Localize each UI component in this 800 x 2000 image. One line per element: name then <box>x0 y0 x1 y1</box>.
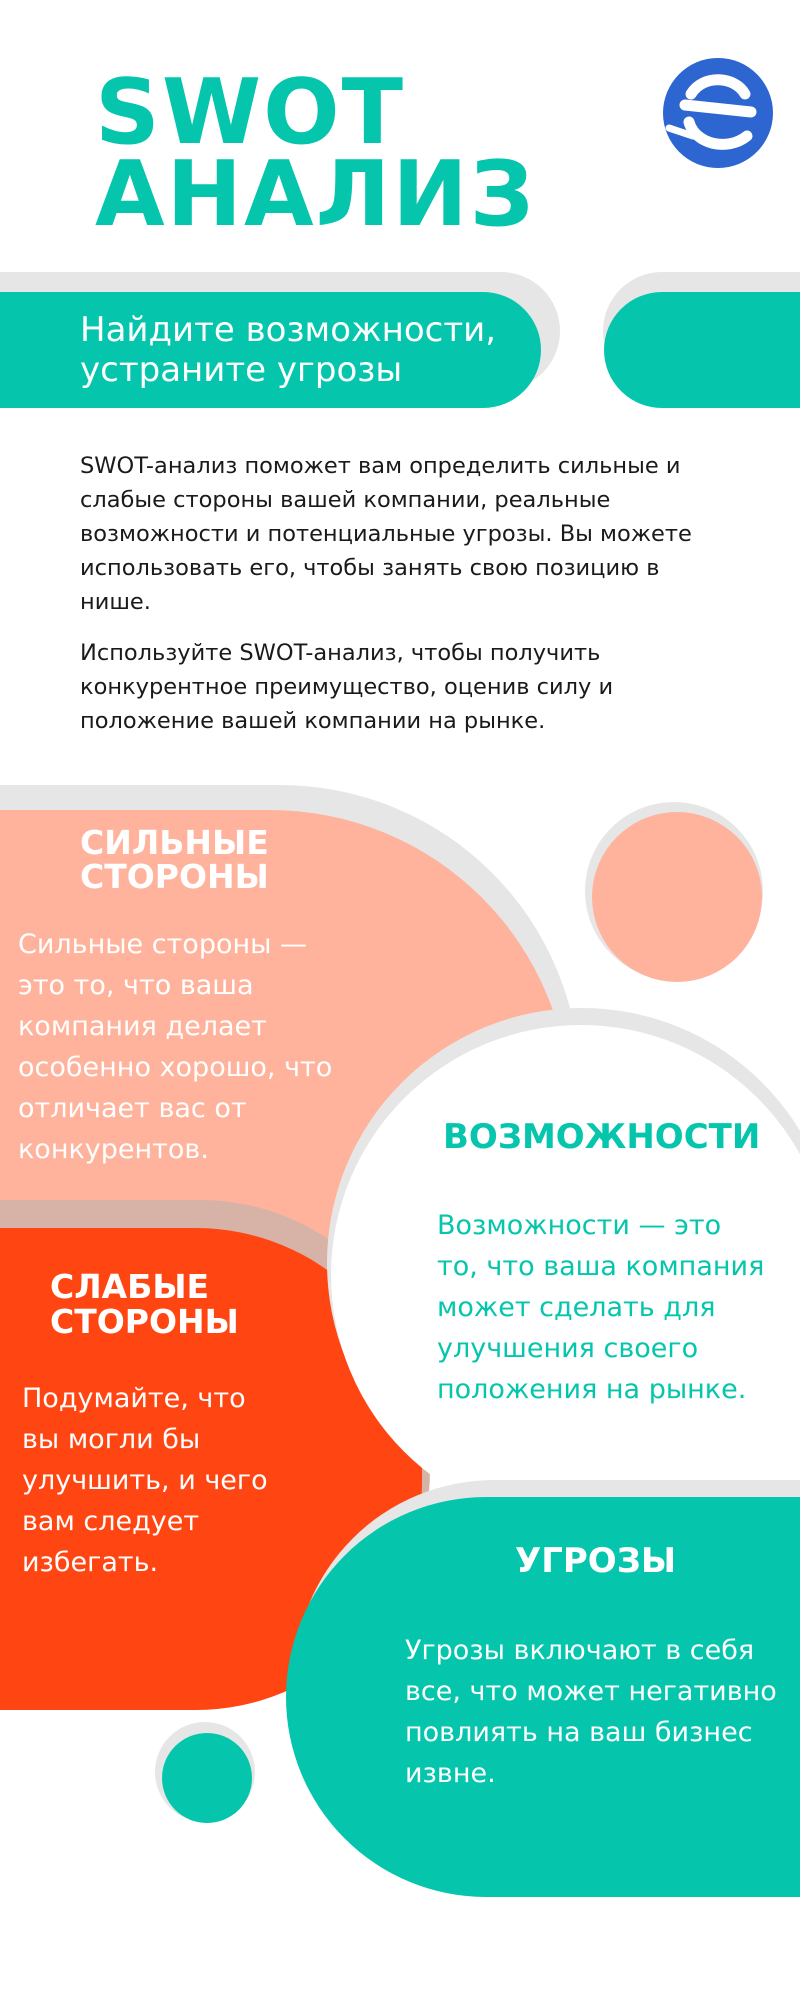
opportunities-description: Возможности — это то, что ваша компания может сделать для улучшения своего положения на рынке. <box>437 1210 765 1405</box>
weaknesses-description: Подумайте, что вы могли бы улучшить, и чего вам следует избегать. <box>22 1383 268 1578</box>
strengths-title-line-2: СТОРОНЫ <box>80 857 269 896</box>
strengths-description: Сильные стороны — это то, что ваша компания делает особенно хорошо, что отличает вас от конкурентов. <box>18 929 333 1165</box>
weaknesses-title <box>50 1269 239 1339</box>
title-line-1: SWOT <box>95 60 405 165</box>
intro-paragraph-2: Используйте SWOT-анализ, чтобы получить конкурентное преимущество, оценив силу и положение вашей компании на рынке. <box>80 640 614 734</box>
weaknesses-title-line-2: СТОРОНЫ <box>50 1302 239 1341</box>
banner-line-1: Найдите возможности, <box>80 310 497 350</box>
threats-description: Угрозы включают в себя все, что может негативно повлиять на ваш бизнес извне. <box>405 1635 777 1789</box>
decor-circle-top <box>592 812 762 982</box>
opportunities-title: ВОЗМОЖНОСТИ <box>443 1117 761 1157</box>
threats-title: УГРОЗЫ <box>515 1541 677 1581</box>
banner-line-2: устраните угрозы <box>80 350 403 390</box>
weaknesses-title-line-1: СЛАБЫЕ <box>50 1267 210 1306</box>
title-line-2: АНАЛИЗ <box>95 142 536 247</box>
brand-logo-icon <box>663 58 773 168</box>
strengths-title-line-1: СИЛЬНЫЕ <box>80 823 269 862</box>
strengths-title <box>80 823 269 896</box>
banner-pill-right <box>604 292 800 408</box>
intro-paragraph-1: SWOT-анализ поможет вам определить сильные и слабые стороны вашей компании, реальные возможности и потенциальные угрозы. Вы можете использовать его, чтобы занять свою позицию в нише. <box>80 453 692 615</box>
banner-tagline <box>80 310 496 390</box>
page-title <box>95 60 536 247</box>
decor-circle-bottom <box>162 1733 252 1823</box>
